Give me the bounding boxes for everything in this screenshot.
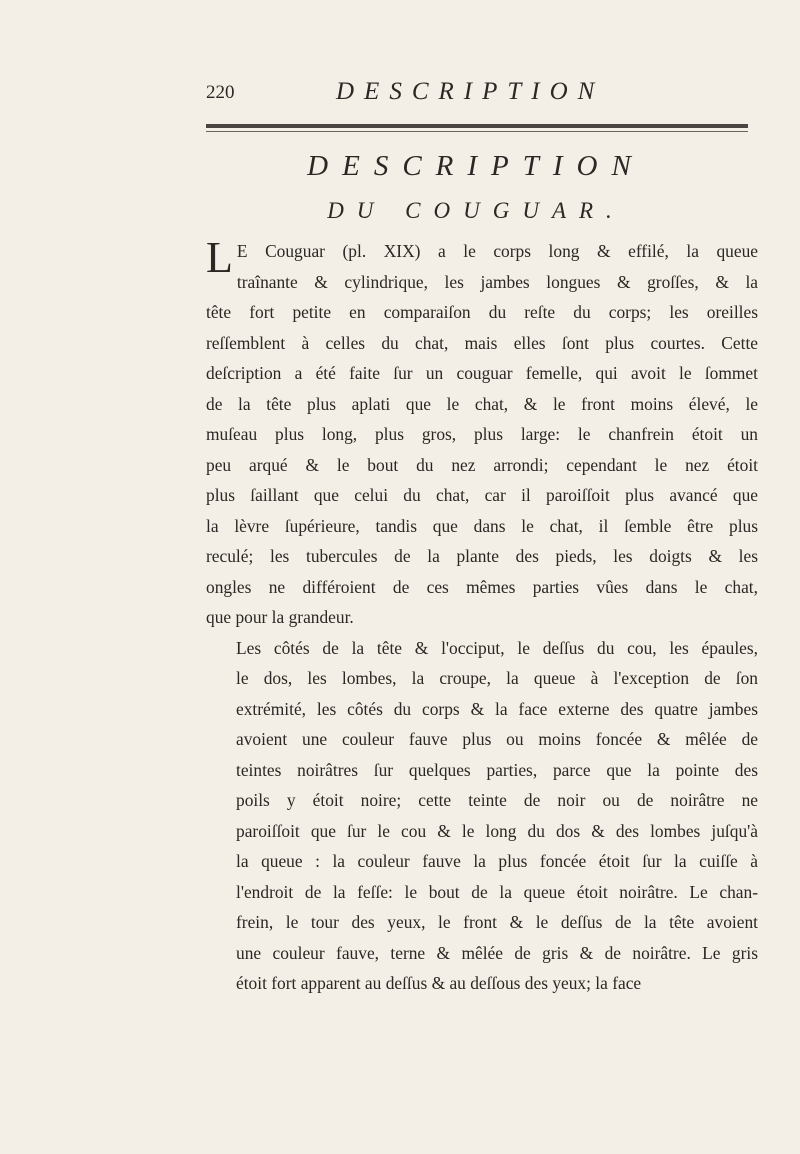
text-line: tête fort petite en comparaiſon du reſte du corps; les oreilles: [206, 302, 758, 322]
text-line: l'endroit de la feſſe: le bout de la queue étoit noirâtre. Le chan-: [236, 881, 758, 902]
text-line: paroiſſoit que ſur le cou & le long du dos & des lombes juſqu'à: [236, 820, 758, 841]
text-line: reculé; les tubercules de la plante des pieds, les doigts & les: [206, 546, 758, 566]
text-line: le dos, les lombes, la croupe, la queue à l'exception de ſon: [236, 668, 758, 688]
page-number: 220: [206, 82, 235, 103]
text-line: une couleur fauve, terne & mêlée de gris & de noirâtre. Le gris: [236, 942, 758, 963]
text-line: que pour la grandeur.: [206, 607, 354, 627]
text-line: poils y étoit noire; cette teinte de noir ou de noirâtre ne: [236, 790, 758, 810]
text-line: deſcription a été faite ſur un couguar femelle, qui avoit le ſommet: [206, 363, 758, 383]
text-line: extrémité, les côtés du corps & la face externe des quatre jambes: [236, 698, 758, 719]
text-line: étoit fort apparent au deſſus & au deſſous des yeux; la face: [236, 973, 642, 993]
text-line: traînante & cylindrique, les jambes longues & groſſes, & la: [236, 271, 758, 292]
text-line: reſſemblent à celles du chat, mais elles ſont plus courtes. Cette: [206, 332, 758, 353]
text-line: frein, le tour des yeux, le front & le deſſus de la tête avoient: [236, 912, 758, 932]
body-text: [206, 233, 758, 999]
text-line: Les côtés de la tête & l'occiput, le deſſus du cou, les épaules,: [236, 637, 758, 658]
header-rule: [206, 124, 748, 128]
paragraph: [206, 233, 758, 633]
running-title: DESCRIPTION: [336, 78, 605, 105]
text-line: de la tête plus aplati que le chat, & le front moins élevé, le: [206, 393, 758, 414]
text-line: ongles ne différoient de ces mêmes parties vûes dans le chat,: [206, 576, 758, 597]
text-line: avoient une couleur fauve plus ou moins foncée & mêlée de: [236, 729, 758, 749]
paragraph: [206, 633, 758, 999]
text-line: E Couguar (pl. XIX) a le corps long & effilé, la queue: [236, 241, 758, 261]
drop-cap: L: [206, 233, 233, 282]
section-title: DESCRIPTION: [307, 150, 645, 182]
text-line: la lèvre ſupérieure, tandis que dans le chat, il ſemble être plus: [206, 515, 758, 536]
text-line: teintes noirâtres ſur quelques parties, parce que la pointe des: [236, 759, 758, 780]
text-line: plus ſaillant que celui du chat, car il paroiſſoit plus avancé que: [206, 485, 758, 505]
section-subtitle: DU COUGUAR.: [327, 198, 625, 223]
running-head: [206, 78, 746, 114]
text-line: la queue : la couleur fauve la plus foncée étoit ſur la cuiſſe à: [236, 851, 758, 871]
text-line: peu arqué & le bout du nez arrondi; cependant le nez étoit: [206, 454, 758, 475]
text-line: muſeau plus long, plus gros, plus large: le chanfrein étoit un: [206, 424, 758, 444]
header-rule-thin: [206, 131, 748, 132]
